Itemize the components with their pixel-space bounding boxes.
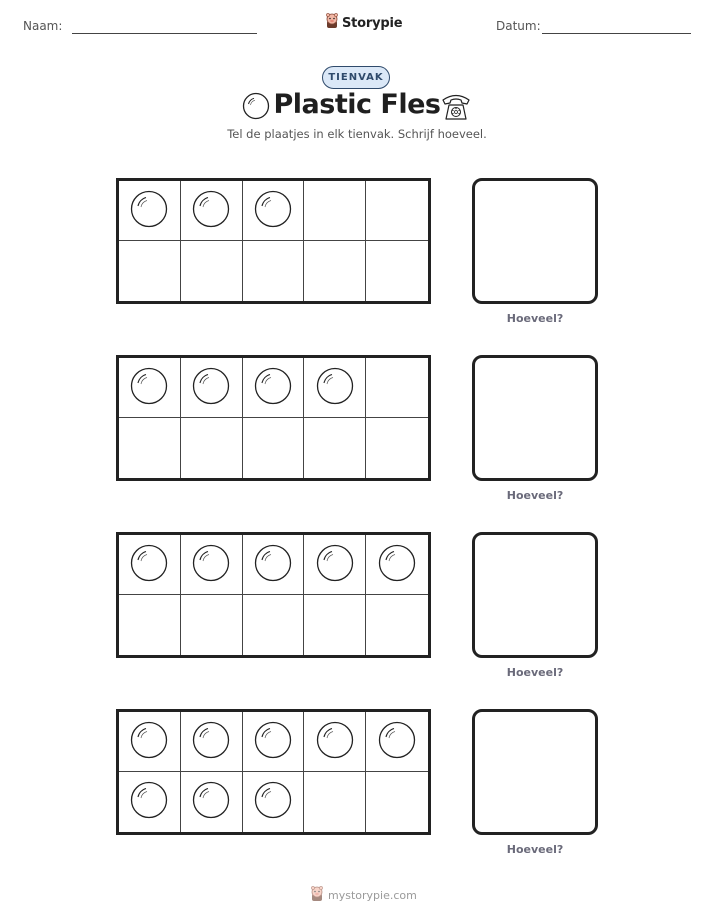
brand-name: Storypie (342, 15, 403, 31)
answer-label: Hoeveel? (506, 312, 564, 325)
worksheet-type-badge: TIENVAK (322, 66, 390, 89)
answer-box[interactable] (472, 355, 598, 481)
date-label: Datum: (496, 19, 541, 33)
bubble-icon (192, 721, 230, 763)
ten-frame-cell (181, 358, 243, 418)
ten-frame-cell (243, 535, 305, 595)
ten-frame-cell (304, 181, 366, 241)
bubble-icon (130, 190, 168, 232)
ten-frame-cell (119, 712, 181, 772)
pig-mascot-icon (325, 13, 339, 33)
answer-box[interactable] (472, 709, 598, 835)
bubble-icon (130, 721, 168, 763)
ten-frame-cell (181, 418, 243, 478)
name-write-line (72, 33, 257, 34)
instructions: Tel de plaatjes in elk tienvak. Schrijf hoeveel. (227, 127, 487, 141)
answer-label: Hoeveel? (506, 489, 564, 502)
ten-frame-cell (181, 535, 243, 595)
ten-frame-cell (243, 181, 305, 241)
ten-frame-cell (243, 595, 305, 655)
ten-frame (116, 532, 431, 658)
date-write-line (542, 33, 691, 34)
ten-frame-cell (366, 418, 428, 478)
bubble-icon (378, 544, 416, 586)
bubble-icon (192, 544, 230, 586)
ten-frame-cell (304, 535, 366, 595)
ten-frame-cell (366, 595, 428, 655)
ten-frame-cell (181, 712, 243, 772)
ten-frame-cell (119, 772, 181, 832)
ten-frame (116, 709, 431, 835)
telephone-icon (440, 92, 472, 126)
ten-frame-cell (181, 181, 243, 241)
bubble-icon (254, 544, 292, 586)
ten-frame (116, 178, 431, 304)
ten-frame-cell (243, 712, 305, 772)
brand-logo (325, 13, 402, 33)
bubble-icon (316, 721, 354, 763)
pig-mascot-icon (310, 886, 324, 905)
footer-url: mystorypie.com (328, 889, 417, 902)
ten-frame-cell (243, 418, 305, 478)
ten-frame-cell (366, 181, 428, 241)
page-title: Plastic Fles (273, 89, 441, 120)
answer-box[interactable] (472, 178, 598, 304)
ten-frame-cell (366, 535, 428, 595)
ten-frame-cell (304, 712, 366, 772)
answer-box[interactable] (472, 532, 598, 658)
ten-frame-cell (119, 181, 181, 241)
ten-frame-cell (119, 595, 181, 655)
bubble-icon (130, 781, 168, 823)
footer (310, 886, 417, 905)
ten-frame-cell (304, 241, 366, 301)
bubble-icon (130, 367, 168, 409)
ten-frame-cell (119, 535, 181, 595)
ten-frame-cell (243, 772, 305, 832)
ten-frame-cell (243, 358, 305, 418)
ten-frame-cell (304, 358, 366, 418)
ten-frame-cell (181, 772, 243, 832)
bubble-icon (254, 721, 292, 763)
ten-frame-cell (119, 358, 181, 418)
ten-frame-cell (304, 772, 366, 832)
ten-frame-cell (119, 418, 181, 478)
ten-frame-cell (366, 772, 428, 832)
ten-frame-cell (366, 358, 428, 418)
bubble-icon (254, 781, 292, 823)
bubble-icon (130, 544, 168, 586)
ten-frame-cell (366, 712, 428, 772)
bubble-icon (192, 190, 230, 232)
answer-label: Hoeveel? (506, 843, 564, 856)
bubble-icon (254, 190, 292, 232)
bubble-icon (254, 367, 292, 409)
ten-frame-cell (243, 241, 305, 301)
bubble-icon (192, 367, 230, 409)
ten-frame (116, 355, 431, 481)
ten-frame-cell (304, 595, 366, 655)
ten-frame-cell (181, 595, 243, 655)
ten-frame-cell (366, 241, 428, 301)
ten-frame-cell (119, 241, 181, 301)
name-label: Naam: (23, 19, 63, 33)
bubble-icon (316, 367, 354, 409)
ten-frame-cell (304, 418, 366, 478)
bubble-icon (316, 544, 354, 586)
answer-label: Hoeveel? (506, 666, 564, 679)
bubble-icon (378, 721, 416, 763)
ten-frame-cell (181, 241, 243, 301)
bubble-icon (192, 781, 230, 823)
